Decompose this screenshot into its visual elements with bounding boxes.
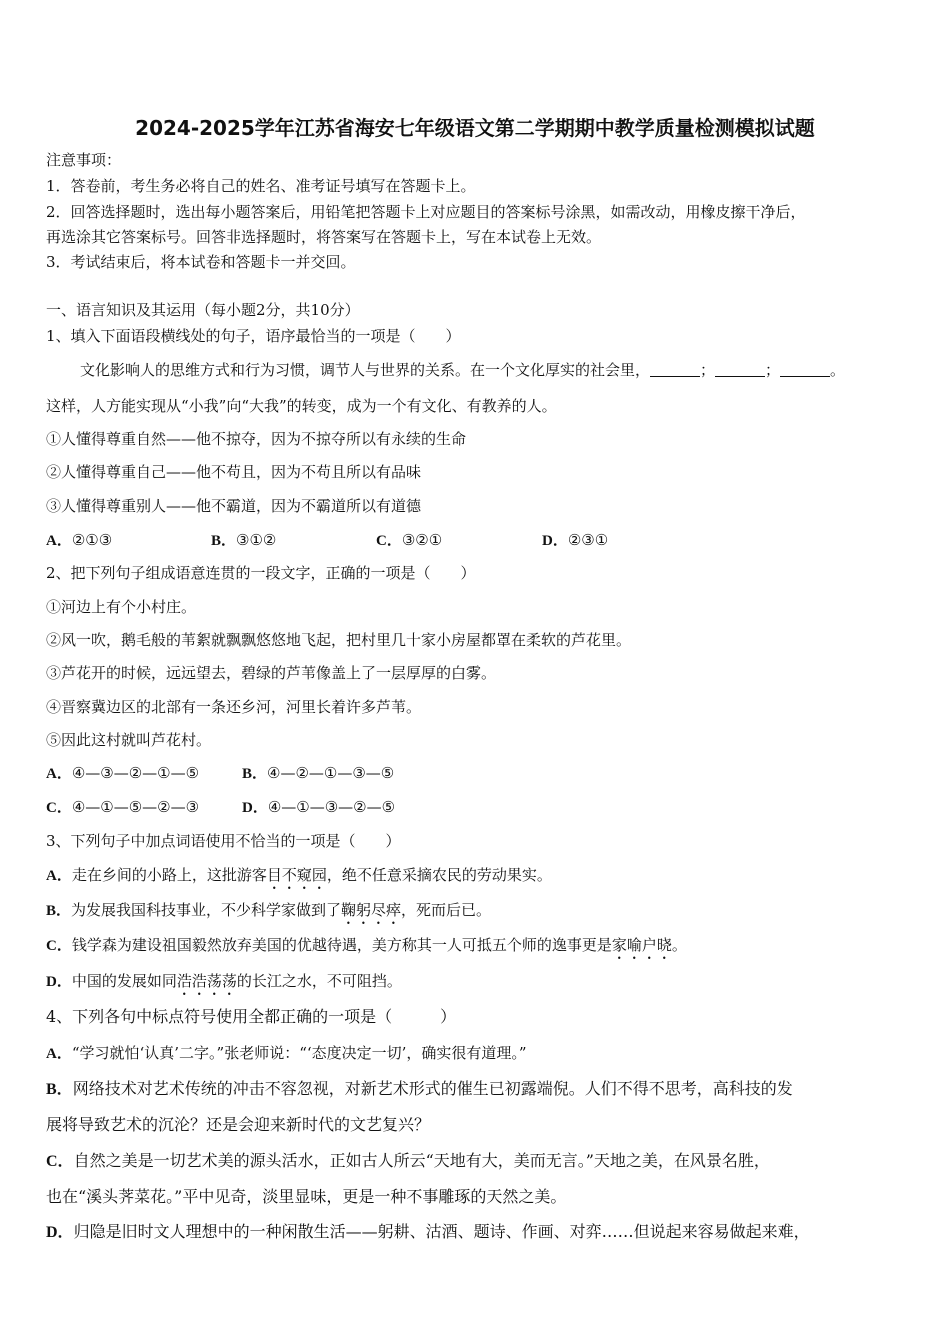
q1-option-a[interactable]: A．②①③ — [46, 531, 113, 549]
q4-stem: 4、下列各句中标点符号使用全都正确的一项是（ ） — [46, 1007, 457, 1026]
note-2-line-1: 2．回答选择题时，选出每小题答案后，用铅笔把答题卡上对应题目的答案标号涂黑，如需改动，用橡皮擦干净后， — [46, 203, 806, 221]
q3-stem: 3、下列句子中加点词语使用不恰当的一项是（ ） — [46, 832, 401, 850]
q3-dotted-word-a: 目不窥园 — [266, 866, 327, 884]
q1-sentence-1: ①人懂得尊重自然——他不掠夺，因为不掠夺所以有永续的生命 — [46, 430, 467, 448]
q1-option-b[interactable]: B．③①② — [211, 531, 277, 549]
q2-sentence-2: ②风一吹，鹅毛般的苇絮就飘飘悠悠地飞起，把村里几十家小房屋都罩在柔软的芦花里。 — [46, 631, 632, 649]
q4-option-c-line-1[interactable]: C．自然之美是一切艺术美的源头活水，正如古人所云“天地有大，美而无言。”天地之美，在风景名胜， — [46, 1151, 770, 1170]
q1-blank-1 — [650, 362, 700, 377]
note-3: 3．考试结束后，将本试卷和答题卡一并交回。 — [46, 253, 356, 271]
q2-sentence-4: ④晋察冀边区的北部有一条还乡河，河里长着许多芦苇。 — [46, 698, 422, 716]
q3-option-d[interactable]: D．中国的发展如同浩浩荡荡的长江之水，不可阻挡。 — [46, 972, 402, 990]
q1-separator-1: ； — [700, 361, 716, 379]
page-title: 2024-2025学年江苏省海安七年级语文第二学期期中教学质量检测模拟试题 — [135, 116, 815, 140]
q2-sentence-1: ①河边上有个小村庄。 — [46, 598, 197, 616]
q4-option-b-line-2: 展将导致艺术的沉沦？还是会迎来新时代的文艺复兴？ — [46, 1115, 431, 1134]
q1-passage-line-2: 这样，人方能实现从“小我”向“大我”的转变，成为一个有文化、有教养的人。 — [46, 397, 557, 415]
q4-option-a[interactable]: A．“学习就怕‘认真’二字。”张老师说：“‘态度决定一切’，确实很有道理。” — [46, 1044, 527, 1062]
q3-option-a[interactable]: A．走在乡间的小路上，这批游客目不窥园，绝不任意采摘农民的劳动果实。 — [46, 866, 552, 884]
q2-option-c[interactable]: C．④—①—⑤—②—③ — [46, 798, 200, 816]
q2-stem: 2、把下列句子组成语意连贯的一段文字，正确的一项是（ ） — [46, 564, 476, 582]
q3-dotted-word-d: 浩浩荡荡 — [176, 972, 237, 990]
note-2-line-2: 再选涂其它答案标号。回答非选择题时，将答案写在答题卡上，写在本试卷上无效。 — [46, 228, 602, 246]
q1-stem: 1、填入下面语段横线处的句子，语序最恰当的一项是（ ） — [46, 327, 461, 345]
section-heading: 一、语言知识及其运用（每小题2分，共10分） — [46, 301, 360, 319]
notes-heading: 注意事项： — [46, 151, 122, 169]
q1-option-c[interactable]: C．③②① — [376, 531, 443, 549]
q1-blank-2 — [715, 362, 765, 377]
q2-option-a[interactable]: A．④—③—②—①—⑤ — [46, 764, 200, 782]
q4-option-b-line-1[interactable]: B．网络技术对艺术传统的冲击不容忽视，对新艺术形式的催生已初露端倪。人们不得不思考，高科技的发 — [46, 1079, 793, 1098]
q1-sentence-2: ②人懂得尊重自己——他不苟且，因为不苟且所以有品味 — [46, 463, 422, 481]
q1-option-d[interactable]: D．②③① — [542, 531, 609, 549]
q1-passage-line-1 — [80, 360, 906, 380]
q3-dotted-word-b: 鞠躬尽瘁 — [341, 901, 402, 919]
q2-option-d[interactable]: D．④—①—③—②—⑤ — [242, 798, 396, 816]
q2-option-b[interactable]: B．④—②—①—③—⑤ — [242, 764, 395, 782]
q2-sentence-5: ⑤因此这村就叫芦花村。 — [46, 731, 212, 749]
q3-option-b[interactable]: B．为发展我国科技事业，不少科学家做到了鞠躬尽瘁，死而后已。 — [46, 901, 492, 919]
q2-sentence-3: ③芦花开的时候，远远望去，碧绿的芦苇像盖上了一层厚厚的白雾。 — [46, 664, 497, 682]
q3-option-c[interactable]: C．钱学森为建设祖国毅然放弃美国的优越待遇，美方称其一人可抵五个师的逸事更是家喻户晓。 — [46, 936, 687, 954]
q3-dotted-word-c: 家喻户晓 — [611, 936, 672, 954]
q1-passage-text: 文化影响人的思维方式和行为习惯，调节人与世界的关系。在一个文化厚实的社会里， — [80, 361, 651, 379]
q4-option-c-line-2: 也在“溪头荠菜花。”平中见奇，淡里显味，更是一种不事雕琢的天然之美。 — [46, 1187, 567, 1206]
note-1: 1．答卷前，考生务必将自己的姓名、准考证号填写在答题卡上。 — [46, 177, 476, 195]
q1-sentence-3: ③人懂得尊重别人——他不霸道，因为不霸道所以有道德 — [46, 497, 422, 515]
q1-blank-3 — [780, 362, 830, 377]
q1-separator-2: ； — [765, 361, 781, 379]
q4-option-d-line-1[interactable]: D．归隐是旧时文人理想中的一种闲散生活——躬耕、沽酒、题诗、作画、对弈……但说起来容易做起来难， — [46, 1222, 810, 1241]
q1-period: 。 — [830, 361, 846, 379]
